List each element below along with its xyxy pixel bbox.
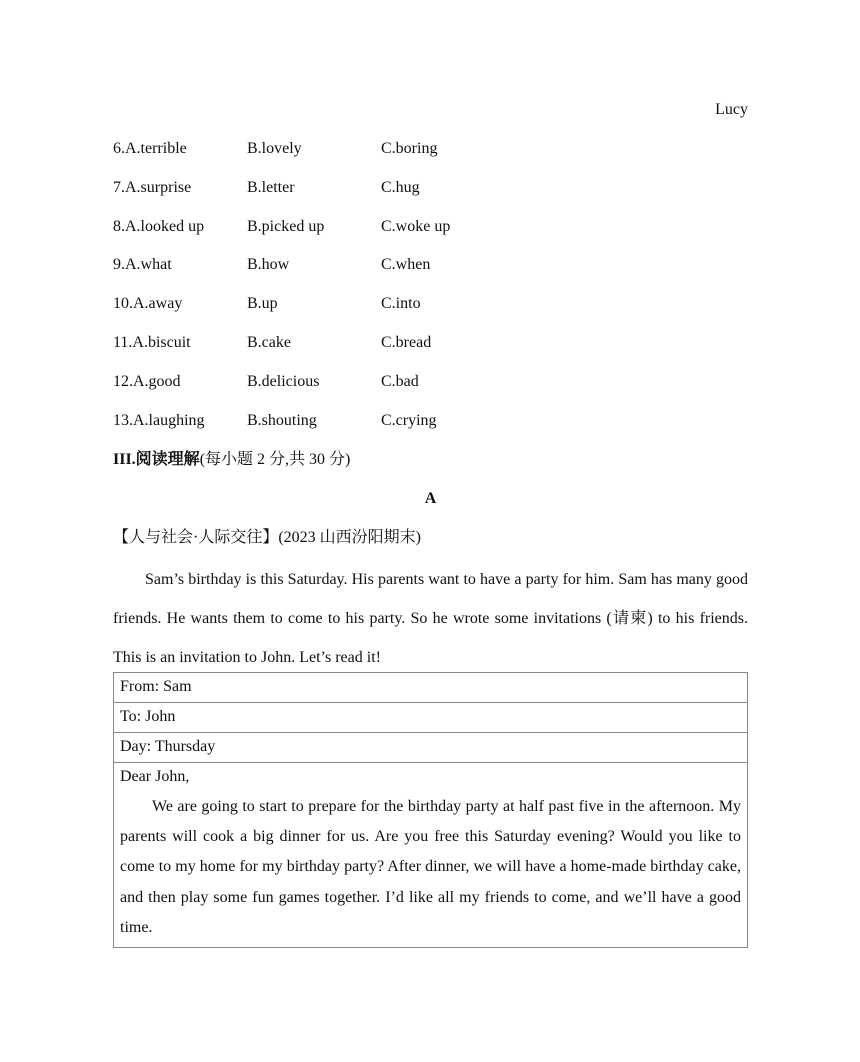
passage-label: A <box>424 490 437 507</box>
option-row <box>113 294 748 333</box>
option-c: C.crying <box>381 411 437 429</box>
option-c: C.bread <box>381 333 432 351</box>
passage-intro: Sam’s birthday is this Saturday. His parents want to have a party for him. Sam has many good friends. He wants them to come to his party. So he wrote some invitations (请柬) to his friends. This is an invitation to John. Let’s read it! <box>113 571 748 666</box>
option-b: B.picked up <box>247 217 325 235</box>
option-b: B.up <box>247 295 278 313</box>
option-a: 9.A.what <box>113 256 172 274</box>
option-a: 10.A.away <box>113 295 183 313</box>
letter-signature: Lucy <box>715 101 748 118</box>
option-c: C.hug <box>381 178 420 196</box>
option-a: 12.A.good <box>113 372 181 390</box>
option-b: B.letter <box>247 178 295 196</box>
letter-body: We are going to start to prepare for the birthday party at half past five in the afternoon. My parents will cook a big dinner for us. Are you free this Saturday evening? Would you like to come to my home for my birthday party? After dinner, we will have a home-made birthday cake, and then play some fun games together. I’d like all my friends to come, and we’ll have a good time. <box>120 798 741 936</box>
option-b: B.delicious <box>247 372 320 390</box>
option-b: B.shouting <box>247 411 317 429</box>
option-c: C.when <box>381 256 431 274</box>
section-heading <box>113 450 350 470</box>
option-b: B.lovely <box>247 140 302 157</box>
passage-theme-tag: 【人与社会·人际交往】(2023 山西汾阳期末) <box>113 529 421 546</box>
option-c: C.boring <box>381 140 438 157</box>
section-title: III.阅读理解 <box>113 451 200 468</box>
option-row <box>113 178 748 217</box>
invitation-from: From: Sam <box>114 673 748 703</box>
option-a: 8.A.looked up <box>113 217 205 235</box>
option-c: C.into <box>381 295 421 313</box>
table-row <box>114 703 748 733</box>
table-row <box>114 763 748 948</box>
option-row <box>113 139 748 178</box>
table-row <box>114 733 748 763</box>
option-row <box>113 217 748 256</box>
invitation-letter <box>114 763 748 948</box>
table-row <box>114 673 748 703</box>
option-b: B.cake <box>247 333 291 351</box>
invitation-table <box>113 672 748 948</box>
option-a: 13.A.laughing <box>113 411 205 429</box>
option-c: C.bad <box>381 372 419 390</box>
cloze-options-list <box>113 139 748 449</box>
option-a: 6.A.terrible <box>113 140 187 157</box>
option-a: 7.A.surprise <box>113 178 192 196</box>
section-note: (每小题 2 分,共 30 分) <box>199 451 351 468</box>
option-c: C.woke up <box>381 217 451 235</box>
option-row <box>113 411 748 450</box>
invitation-day: Day: Thursday <box>114 733 748 763</box>
letter-greeting: Dear John, <box>120 768 190 785</box>
option-b: B.how <box>247 256 290 274</box>
option-row <box>113 333 748 372</box>
invitation-to: To: John <box>114 703 748 733</box>
option-row <box>113 255 748 294</box>
option-a: 11.A.biscuit <box>113 333 191 351</box>
option-row <box>113 372 748 411</box>
